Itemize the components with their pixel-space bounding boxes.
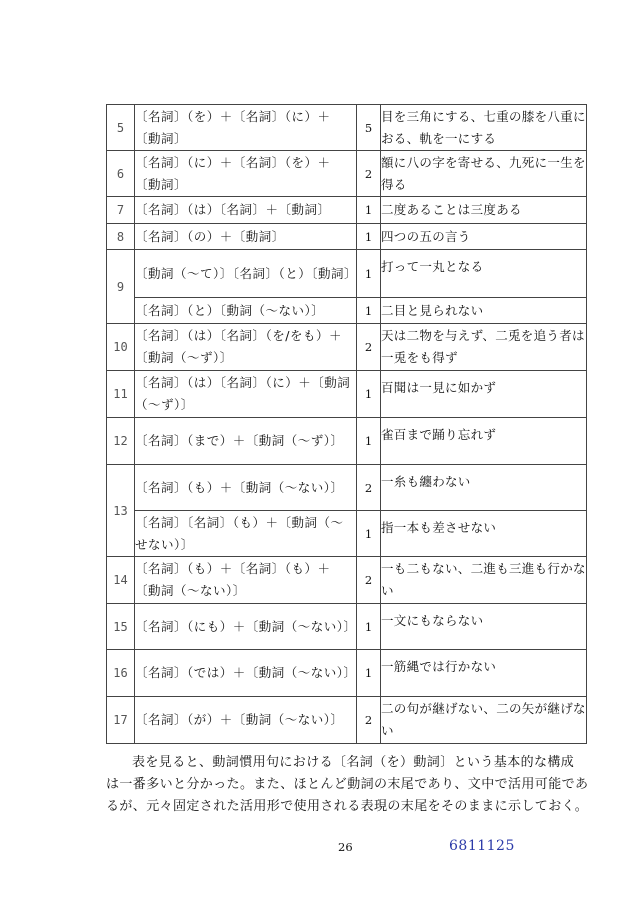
row-number: 17	[107, 697, 135, 744]
pattern-cell: 〔名詞〕（を）＋〔名詞〕（に）＋〔動詞〕	[135, 105, 357, 151]
row-number: 15	[107, 604, 135, 650]
row-number: 12	[107, 418, 135, 465]
table-row	[107, 324, 587, 371]
example-cell: 一筋縄では行かない	[381, 650, 587, 697]
example-cell: 天は二物を与えず、二兎を追う者は一兎をも得ず	[381, 324, 587, 371]
table-row	[107, 697, 587, 744]
paragraph-line: 表を見ると、動詞慣用句における〔名詞（を）動詞〕という基本的な構成	[132, 755, 575, 770]
row-number: 11	[107, 371, 135, 418]
example-cell: 二度あることは三度ある	[381, 197, 587, 224]
table-row	[107, 511, 587, 557]
example-cell: 一も二もない、二進も三進も行かない	[381, 557, 587, 604]
row-number: 16	[107, 650, 135, 697]
example-cell: 二目と見られない	[381, 298, 587, 324]
count-cell: 1	[357, 298, 381, 324]
table-row	[107, 604, 587, 650]
pattern-cell: 〔名詞〕（も）＋〔名詞〕（も）＋〔動詞（～ない）〕	[135, 557, 357, 604]
example-cell: 雀百まで踊り忘れず	[381, 418, 587, 465]
count-cell: 2	[357, 465, 381, 511]
row-number: 14	[107, 557, 135, 604]
count-cell: 1	[357, 511, 381, 557]
table-row	[107, 105, 587, 151]
example-cell: 指一本も差させない	[381, 511, 587, 557]
example-cell: 額に八の字を寄せる、九死に一生を得る	[381, 151, 587, 197]
row-number: 8	[107, 224, 135, 250]
pattern-cell: 〔名詞〕（は）〔名詞〕（を/をも）＋〔動詞（～ず）〕	[135, 324, 357, 371]
example-cell: 百聞は一見に如かず	[381, 371, 587, 418]
count-cell: 2	[357, 151, 381, 197]
example-cell: 一糸も纏わない	[381, 465, 587, 511]
count-cell: 2	[357, 557, 381, 604]
count-cell: 5	[357, 105, 381, 151]
pattern-cell: 〔名詞〕（も）＋〔動詞（～ない）〕	[135, 465, 357, 511]
count-cell: 1	[357, 224, 381, 250]
example-cell: 一文にもならない	[381, 604, 587, 650]
pattern-cell: 〔名詞〕（の）＋〔動詞〕	[135, 224, 357, 250]
table-row	[107, 650, 587, 697]
pattern-cell: 〔名詞〕（にも）＋〔動詞（～ない）〕	[135, 604, 357, 650]
pattern-cell: 〔名詞〕（は）〔名詞〕＋〔動詞〕	[135, 197, 357, 224]
row-number: 6	[107, 151, 135, 197]
count-cell: 1	[357, 197, 381, 224]
count-cell: 1	[357, 650, 381, 697]
idiom-pattern-table	[106, 104, 587, 744]
paragraph-line: は一番多いと分かった。また、ほとんど動詞の末尾であり、文中で活用可能であ	[106, 777, 589, 792]
pattern-cell: 〔動詞（～て）〕〔名詞〕（と）〔動詞〕	[135, 250, 357, 298]
count-cell: 2	[357, 324, 381, 371]
pattern-cell: 〔名詞〕（が）＋〔動詞（～ない）〕	[135, 697, 357, 744]
example-cell: 打って一丸となる	[381, 250, 587, 298]
table-row	[107, 298, 587, 324]
example-cell: 目を三角にする、七重の膝を八重におる、軌を一にする	[381, 105, 587, 151]
student-id: 6811125	[449, 838, 515, 854]
row-number: 10	[107, 324, 135, 371]
table-row	[107, 224, 587, 250]
row-number: 13	[107, 465, 135, 557]
table-row	[107, 151, 587, 197]
pattern-cell: 〔名詞〕（と）〔動詞（～ない）〕	[135, 298, 357, 324]
example-cell: 二の句が継げない、二の矢が継げない	[381, 697, 587, 744]
table-row	[107, 465, 587, 511]
row-number: 5	[107, 105, 135, 151]
pattern-cell: 〔名詞〕（は）〔名詞〕（に）＋〔動詞（～ず）〕	[135, 371, 357, 418]
table-row	[107, 250, 587, 298]
pattern-cell: 〔名詞〕（に）＋〔名詞〕（を）＋〔動詞〕	[135, 151, 357, 197]
count-cell: 1	[357, 604, 381, 650]
row-number: 9	[107, 250, 135, 324]
paragraph-line: るが、元々固定された活用形で使用される表現の末尾をそのままに示しておく。	[106, 799, 589, 814]
pattern-cell: 〔名詞〕〔名詞〕（も）＋〔動詞（～せない）〕	[135, 511, 357, 557]
table-row	[107, 418, 587, 465]
row-number: 7	[107, 197, 135, 224]
count-cell: 1	[357, 371, 381, 418]
table-row	[107, 371, 587, 418]
count-cell: 2	[357, 697, 381, 744]
table-row	[107, 197, 587, 224]
count-cell: 1	[357, 250, 381, 298]
page-number: 26	[338, 840, 353, 854]
pattern-cell: 〔名詞〕（では）＋〔動詞（～ない）〕	[135, 650, 357, 697]
count-cell: 1	[357, 418, 381, 465]
example-cell: 四つの五の言う	[381, 224, 587, 250]
table-row	[107, 557, 587, 604]
pattern-cell: 〔名詞〕（まで）＋〔動詞（～ず）〕	[135, 418, 357, 465]
body-paragraph	[106, 752, 606, 818]
